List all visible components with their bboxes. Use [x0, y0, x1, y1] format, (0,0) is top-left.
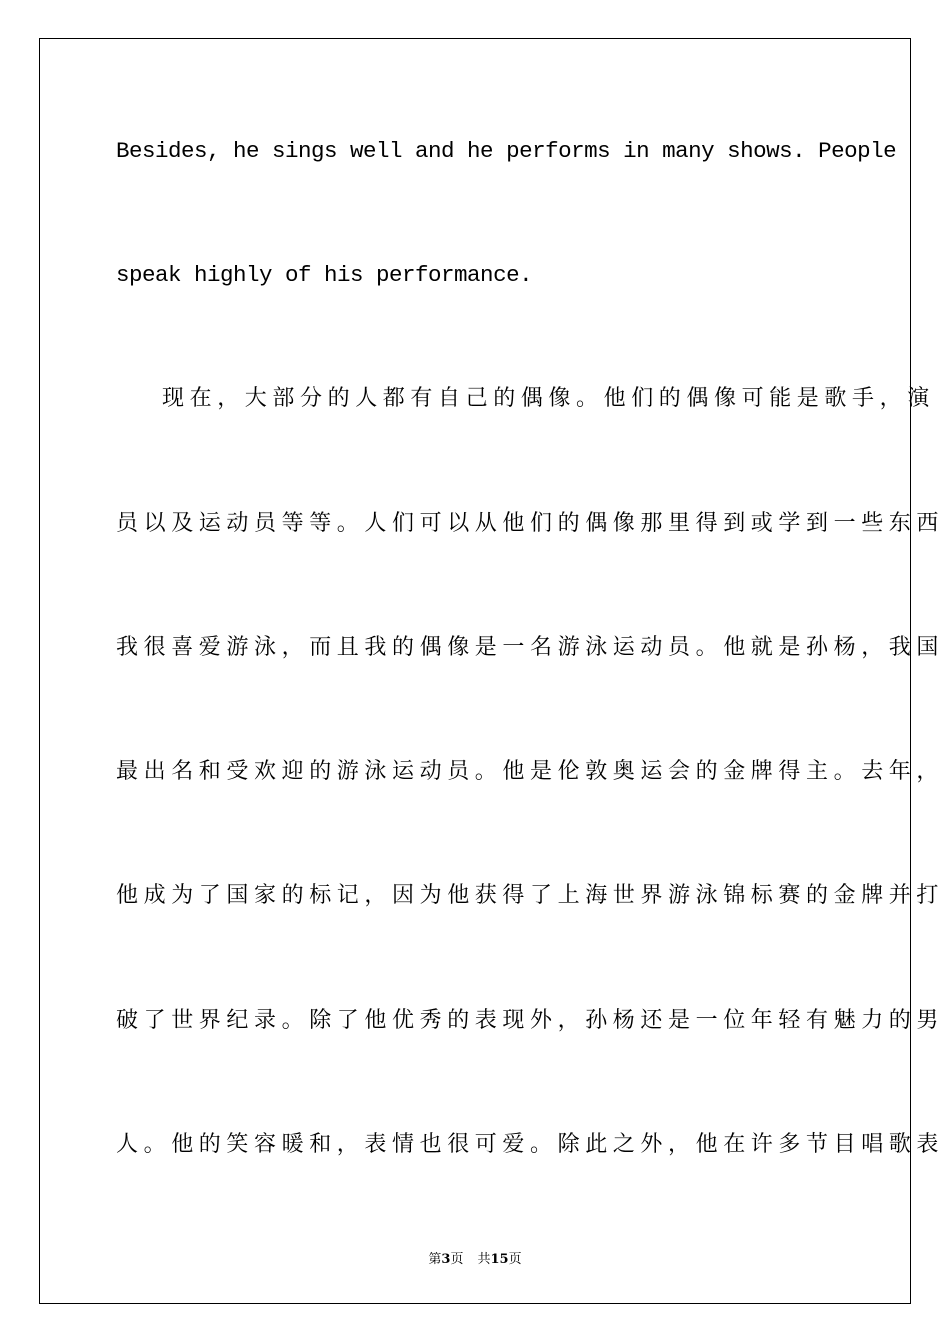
- text-line-4: 员以及运动员等等。人们可以从他们的偶像那里得到或学到一些东西: [116, 511, 945, 536]
- page-border: [39, 38, 945, 1304]
- paragraph-start-line: 现在，大部分的人都有自己的偶像。他们的偶像可能是歌手，演: [162, 386, 935, 411]
- text-line-1: Besides, he sings well and he performs in many shows. People: [116, 138, 897, 164]
- page-prefix: 第: [428, 1252, 442, 1267]
- page-footer: [0, 1248, 950, 1267]
- text-line-8: 破了世界纪录。除了他优秀的表现外，孙杨还是一位年轻有魅力的男: [116, 1008, 945, 1033]
- text-line-9: 人。他的笑容暖和，表情也很可爱。除此之外，他在许多节目唱歌表: [116, 1132, 945, 1157]
- total-pages: 15: [490, 1252, 509, 1267]
- page-number: 3: [441, 1252, 451, 1267]
- text-line-6: 最出名和受欢迎的游泳运动员。他是伦敦奥运会的金牌得主。去年，: [116, 759, 945, 784]
- text-line-2: speak highly of his performance.: [116, 262, 533, 288]
- page-suffix: 页: [450, 1252, 464, 1267]
- total-prefix: 共: [477, 1252, 491, 1267]
- text-line-7: 他成为了国家的标记，因为他获得了上海世界游泳锦标赛的金牌并打: [116, 883, 945, 908]
- total-suffix: 页: [508, 1252, 522, 1267]
- text-line-5: 我很喜爱游泳，而且我的偶像是一名游泳运动员。他就是孙杨，我国: [116, 635, 945, 660]
